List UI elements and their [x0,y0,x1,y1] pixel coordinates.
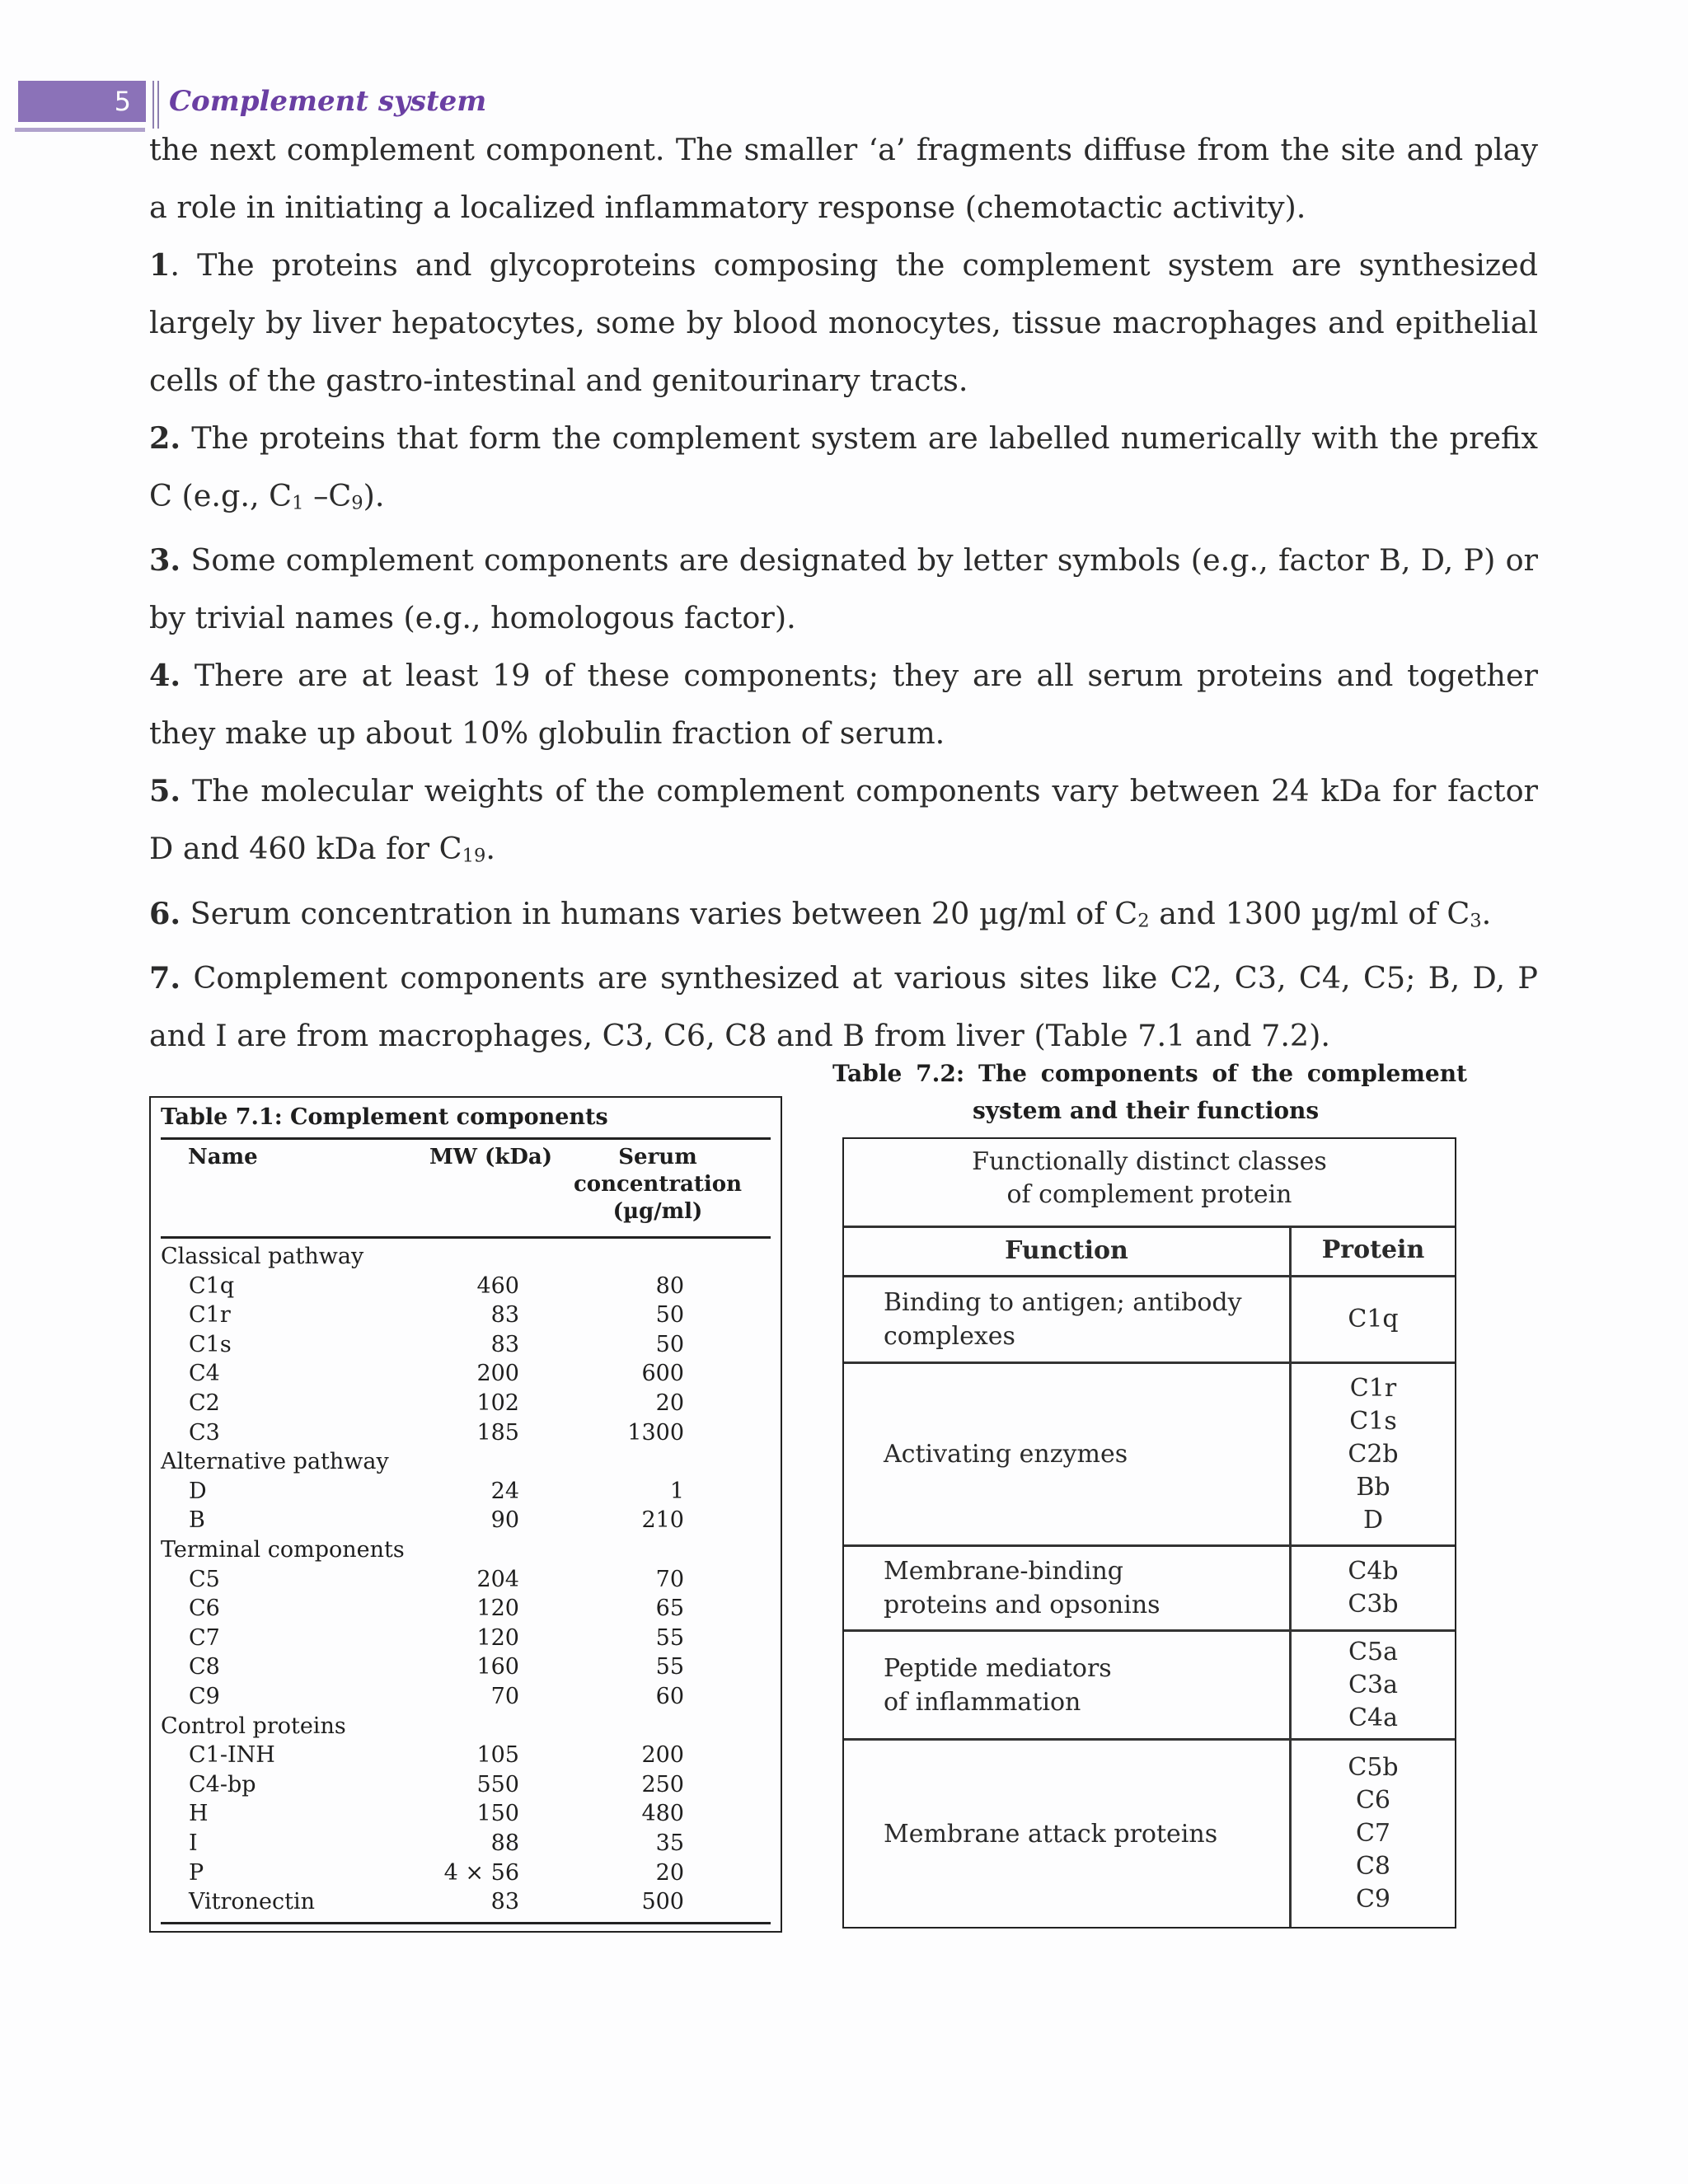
col-header-serum-line: (µg/ml) [612,1199,703,1224]
table-rule [844,1361,1455,1364]
subscript: 19 [462,845,486,867]
cell-serum: 65 [655,1596,684,1622]
paragraph-number: 6. [149,895,181,931]
cell-mw: 24 [490,1478,519,1504]
cell-mw: 120 [476,1624,519,1651]
paragraph-number: 7. [149,960,181,996]
cell-name: Alternative pathway [161,1449,389,1475]
cell-name: C4-bp [189,1771,256,1797]
col-header-serum-line: Serum [618,1145,697,1169]
paragraph-text: ). [363,478,385,513]
cell-mw: 120 [476,1596,519,1622]
table-row [161,1594,771,1624]
cell-name: Terminal components [161,1537,405,1563]
cell-name: C7 [189,1624,220,1651]
paragraph-number: 5. [149,773,181,809]
cell-function-line: Binding to antigen; antibody [884,1288,1242,1317]
table-rule [161,1137,771,1140]
cell-name: H [189,1801,209,1827]
protein-item: Bb [1356,1472,1390,1502]
table-rule [844,1226,1455,1228]
table-7-2 [842,1137,1456,1929]
cell-mw: 204 [476,1566,519,1592]
paragraph-text: . [485,831,495,867]
table-group-row [161,1242,771,1272]
cell-name: C2 [189,1390,220,1416]
cell-mw: 83 [490,1331,519,1357]
classes-line: Functionally distinct classes [972,1147,1327,1176]
cell-serum: 20 [655,1390,684,1416]
table-row [161,1887,771,1917]
protein-item: C9 [1355,1885,1391,1914]
cell-name: C8 [189,1654,220,1680]
cell-serum: 70 [655,1566,684,1592]
table-rule [844,1629,1455,1632]
cell-function-line: Peptide mediators [884,1653,1112,1683]
cell-function-line: Membrane attack proteins [884,1819,1218,1849]
table-rule [844,1544,1455,1547]
cell-serum: 55 [655,1654,684,1680]
cell-function [884,1437,1271,1471]
paragraph-4 [149,647,1538,762]
cell-name: C4 [189,1361,220,1387]
cell-serum: 500 [641,1889,684,1915]
cell-name: C5 [189,1566,220,1592]
cell-mw: 200 [476,1361,519,1387]
paragraph-number: 3. [149,542,181,579]
table-7-2-classes-header [844,1146,1455,1212]
cell-serum: 250 [641,1771,684,1797]
table-row [161,1829,771,1858]
paragraph-text: Serum concentration in humans varies between 20 µg/ml of C [181,895,1138,931]
protein-item: C8 [1355,1852,1391,1881]
table-row [161,1741,771,1770]
table-row [161,1799,771,1829]
paragraph-text: Complement components are synthesized at various sites like C2, C3, C4, C5; B, D, P and I are from macrophages, C3, C6, C8 and B from liver (Table 7.1 and 7.2). [149,960,1538,1054]
paragraph-text: . [1481,895,1492,931]
cell-name: Classical pathway [161,1244,364,1269]
cell-function-line: Membrane-binding [884,1557,1124,1586]
paragraph-text: –C [303,478,352,513]
col-header-serum-line: concentration [573,1172,743,1197]
cell-protein [1292,1303,1455,1336]
cell-mw: 160 [476,1654,519,1680]
cell-mw: 90 [490,1507,519,1534]
cell-serum: 1300 [627,1419,684,1446]
cell-protein [1292,1372,1455,1537]
table-row [161,1359,771,1389]
classes-line: of complement protein [1006,1180,1292,1209]
subscript: 2 [1137,910,1150,932]
cell-name: C6 [189,1596,220,1622]
cell-function [884,1286,1271,1353]
cell-function-line: Activating enzymes [884,1440,1128,1469]
paragraph-text: Some complement components are designated by letter symbols (e.g., factor B, D, P) or by trivial names (e.g., homologous factor). [149,542,1538,636]
cell-name: C1s [189,1331,232,1357]
cell-serum: 55 [655,1624,684,1651]
paragraph-6 [149,885,1538,949]
body-text [149,121,1538,1065]
cell-name: I [189,1830,198,1856]
col-header-function: Function [1005,1236,1128,1265]
table-rule [161,1236,771,1239]
table-7-2-caption [832,1055,1467,1129]
cell-serum: 50 [655,1302,684,1329]
table-row [161,1506,771,1535]
cell-name: B [189,1507,205,1534]
page-number: 5 [114,86,131,117]
cell-protein [1292,1751,1455,1916]
cell-name: C3 [189,1419,220,1446]
protein-item: C5a [1348,1637,1398,1666]
col-header-protein: Protein [1321,1235,1425,1264]
cell-function [884,1652,1271,1719]
cell-mw: 105 [476,1742,519,1769]
paragraph-text: The proteins that form the complement system are labelled numerically with the prefix C (e.g., C [149,420,1538,513]
paragraph-text: There are at least 19 of these components; they are all serum proteins and together they make up about 10% globulin fraction of serum. [149,658,1538,752]
table-row [161,1652,771,1682]
cell-function-line: proteins and opsonins [884,1591,1160,1619]
table-row [161,1682,771,1712]
cell-function [884,1817,1271,1851]
protein-item: C4b [1348,1557,1399,1586]
cell-name: Control proteins [161,1713,346,1739]
page-number-badge [18,81,146,122]
caption-line: system and their functions [973,1097,1320,1124]
col-header-name: Name [188,1145,258,1169]
table-row [161,1389,771,1418]
table-rule [844,1738,1455,1741]
cell-serum: 200 [641,1742,684,1769]
subscript: 1 [292,492,304,514]
paragraph-number: 2. [149,420,181,456]
paragraph-number: 1 [149,247,171,283]
cell-mw: 185 [476,1419,519,1446]
protein-item: C3b [1348,1590,1399,1619]
table-rule [844,1275,1455,1277]
cell-protein [1292,1555,1455,1621]
table-group-row [161,1535,771,1565]
header-underline [15,128,145,132]
cell-serum: 1 [669,1478,684,1504]
table-row [161,1418,771,1448]
table-7-1-title: Table 7.1: Complement components [161,1104,608,1130]
cell-serum: 50 [655,1331,684,1357]
cell-name: P [189,1859,204,1886]
cell-mw: 460 [476,1272,519,1299]
cell-serum: 20 [655,1859,684,1886]
cell-mw: 550 [476,1771,519,1797]
cell-serum: 35 [655,1830,684,1856]
table-row [161,1565,771,1595]
protein-item: D [1362,1505,1384,1535]
protein-item: C4a [1348,1703,1398,1732]
cell-mw: 102 [476,1390,519,1416]
cell-name: C1r [189,1302,231,1329]
protein-item: C5b [1348,1753,1399,1782]
table-group-row [161,1712,771,1741]
table-group-row [161,1447,771,1477]
paragraph-3 [149,532,1538,647]
table-row [161,1770,771,1800]
cell-mw: 88 [490,1830,519,1856]
subscript: 3 [1470,910,1482,932]
cell-mw: 83 [490,1889,519,1915]
paragraph-5 [149,762,1538,884]
cell-serum: 80 [655,1272,684,1299]
cell-protein [1292,1636,1455,1735]
paragraph-7 [149,949,1538,1065]
cell-mw: 4 × 56 [443,1859,519,1886]
protein-item: C3a [1348,1670,1398,1699]
table-row [161,1477,771,1507]
cell-serum: 480 [641,1801,684,1827]
cell-name: C9 [189,1684,220,1709]
cell-serum: 600 [641,1361,684,1387]
cell-name: Vitronectin [189,1889,316,1915]
intro-paragraph: the next complement component. The smaller ‘a’ fragments diffuse from the site and play a role in initiating a localized inflammatory response (chemotactic activity). [149,132,1538,225]
table-rule [161,1922,771,1924]
col-header-mw: MW (kDa) [429,1145,553,1169]
protein-item: C7 [1355,1819,1391,1848]
paragraph-text: . The proteins and glycoproteins composing the complement system are synthesized largely by liver hepatocytes, some by blood monocytes, tissue macrophages and epithelial cells of the gastro-intestinal and genitourinary tracts. [149,247,1538,398]
cell-mw: 150 [476,1801,519,1827]
protein-item: C1q [1348,1305,1399,1333]
col-header-serum [567,1144,748,1226]
cell-mw: 70 [490,1684,519,1709]
table-row [161,1624,771,1653]
table-row [161,1330,771,1360]
cell-mw: 83 [490,1302,519,1329]
cell-serum: 210 [641,1507,684,1534]
cell-name: C1-INH [189,1742,275,1769]
cell-name: D [189,1478,207,1504]
protein-item: C2b [1348,1439,1399,1469]
protein-item: C1r [1349,1373,1397,1403]
paragraph-text: The molecular weights of the complement components vary between 24 kDa for factor D and 460 kDa for C [149,773,1538,867]
table-row [161,1301,771,1330]
table-row [161,1272,771,1301]
running-header-title: Complement system [169,85,487,118]
protein-item: C1s [1349,1406,1397,1436]
paragraph-text: and 1300 µg/ml of C [1149,895,1470,931]
paragraph-2 [149,410,1538,532]
protein-item: C6 [1355,1786,1391,1815]
table-7-1 [149,1096,782,1933]
paragraph-1 [149,237,1538,410]
table-7-1-content [151,1098,781,1931]
cell-function-line: of inflammation [884,1687,1081,1717]
cell-function-line: complexes [884,1322,1015,1351]
cell-name: C1q [189,1272,235,1299]
subscript: 9 [351,492,363,514]
caption-line: Table 7.2: The components of the complement [832,1060,1467,1087]
cell-serum: 60 [655,1684,684,1709]
paragraph-number: 4. [149,658,181,694]
cell-function [884,1554,1271,1622]
table-row [161,1858,771,1888]
